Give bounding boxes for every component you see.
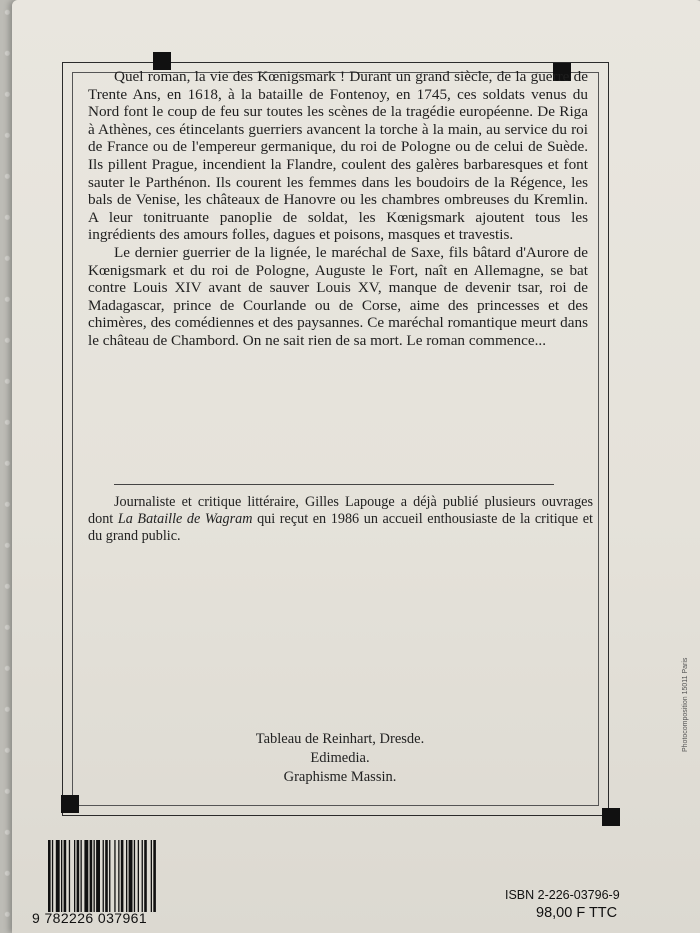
- barcode-icon: [46, 840, 206, 912]
- isbn-label: ISBN 2-226-03796-9: [505, 888, 620, 902]
- printer-note: Photocomposition 15011 Paris: [682, 657, 689, 752]
- credit-line: Tableau de Reinhart, Dresde.: [255, 731, 425, 747]
- bio-text-before: Journaliste et critique littéraire, Gilles Lapouge a déjà publié plusieurs ouvrages dont: [88, 494, 593, 527]
- credits: [200, 730, 480, 787]
- blurb-paragraph-1: Quel roman, la vie des Kœnigsmark ! Durant un grand siècle, de la guerre de Trente Ans, en 1618, à la bataille de Fontenoy, en 1745, ces soldats venus du Nord font le coup de feu sur toutes les scènes de la tragédie européenne. De Riga à Athènes, ces étincelants guerriers avancent la torche à la main, au service du roi de France ou de l'empereur germanique, du roi de Pologne ou de celui de Suède. Ils pillent Prague, incendient la Flandre, coulent des galères barbaresques et font sauter le Parthénon. Ils courent les femmes dans les boudoirs de la Régence, les bals de Venise, les châteaux de Hanovre ou les chambres ombreuses du Kremlin. A leur tonitruante panoplie de soldat, les Kœnigsmark ajoutent tous les ingrédients des amours folles, dagues et poisons, masques et travestis.: [88, 68, 588, 244]
- credit-line: Edimedia.: [310, 750, 370, 766]
- blurb-text: [88, 68, 588, 350]
- blurb-paragraph-2: Le dernier guerrier de la lignée, le maréchal de Saxe, fils bâtard d'Aurore de Kœnigsmark et du roi de Pologne, Auguste le Fort, naît en Allemagne, se bat contre Louis XIV avant de sauver Louis XV, manque de devenir tsar, roi de Madagascar, prince de Courlande ou de Corse, aime des princesses et des chimères, des comédiennes et des paysannes. Ce maréchal romantique meurt dans le château de Chambord. On ne sait rien de sa mort. Le roman commence...: [88, 243, 588, 349]
- author-bio: [88, 494, 593, 544]
- separator-line: [114, 484, 554, 485]
- barcode-digits: 9 782226 037961: [32, 910, 147, 926]
- frame-corner-bottom-right: [602, 808, 620, 826]
- bio-book-title: La Bataille de Wagram: [117, 510, 253, 527]
- credit-line: Graphisme Massin.: [283, 769, 397, 785]
- bio-text-after: qui reçut en 1986 un accueil enthousiaste de la critique et du grand public.: [88, 510, 593, 544]
- price-label: 98,00 F TTC: [536, 905, 618, 921]
- frame-corner-bottom-left: [61, 795, 79, 813]
